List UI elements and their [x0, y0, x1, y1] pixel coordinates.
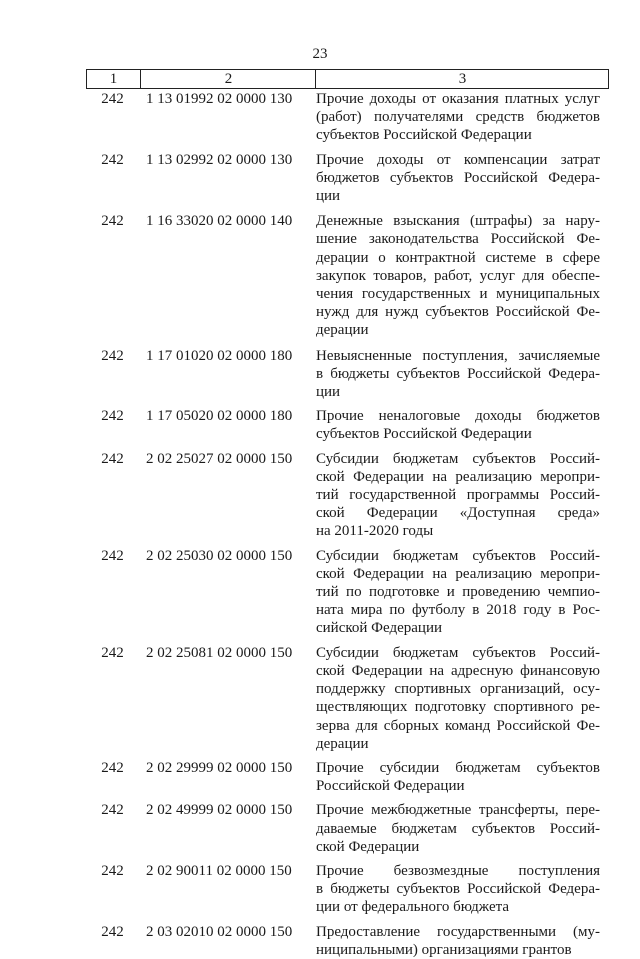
revenue-description — [316, 90, 600, 145]
admin-code: 242 — [101, 408, 124, 425]
description-line: дерации — [316, 735, 369, 752]
admin-code: 242 — [101, 213, 124, 230]
admin-code: 242 — [101, 151, 124, 168]
admin-code: 242 — [101, 347, 124, 364]
description-line: субъектов Российской Федерации — [316, 127, 532, 144]
description-line: в бюджеты субъектов Российской Федера- — [316, 365, 600, 382]
revenue-code: 1 17 05020 02 0000 180 — [146, 408, 293, 425]
description-line: ской Федерации на реализацию меропри- — [316, 565, 600, 582]
admin-code: 242 — [101, 91, 124, 107]
revenue-description — [316, 450, 600, 541]
description-line: Субсидии бюджетам субъектов Россий- — [316, 547, 600, 564]
header-col-1: 1 — [109, 71, 118, 87]
revenue-code: 1 17 01020 02 0000 180 — [146, 347, 293, 364]
description-line: закупок товаров, работ, услуг для обеспе- — [316, 267, 600, 284]
description-line: Российской Федерации — [316, 778, 465, 795]
table-row — [86, 450, 609, 541]
page-number: 23 — [312, 46, 328, 62]
table-row — [86, 547, 609, 638]
description-line: шение законодательства Российской Фе- — [316, 231, 600, 248]
revenue-code: 2 02 25027 02 0000 150 — [146, 450, 293, 467]
description-line: дерации о контрактной системе в сфере — [316, 249, 600, 266]
revenue-code: 2 02 90011 02 0000 150 — [146, 862, 292, 879]
revenue-code: 1 16 33020 02 0000 140 — [146, 213, 293, 230]
description-line: чения государственных и муниципальных — [316, 286, 600, 303]
description-line: зерва для сборных команд Российской Фе- — [316, 717, 600, 734]
description-line: ской Федерации на адресную финансовую — [316, 662, 600, 679]
revenue-code: 1 13 02992 02 0000 130 — [146, 151, 293, 168]
description-line: Прочие неналоговые доходы бюджетов — [316, 408, 600, 425]
description-line: тий государственной программы Россий- — [316, 487, 600, 504]
description-line: дерации — [316, 322, 369, 339]
description-line: ской Федерации на реализацию меропри- — [316, 468, 600, 485]
table-row — [86, 923, 609, 959]
revenue-description — [316, 212, 600, 339]
description-line: субъектов Российской Федерации — [316, 426, 532, 443]
header-col-3: 3 — [315, 70, 609, 88]
revenue-description — [316, 407, 600, 443]
description-line: бюджетов субъектов Российской Федера- — [316, 169, 600, 186]
description-line: Прочие доходы от оказания платных услуг — [316, 91, 600, 107]
admin-code: 242 — [101, 547, 124, 564]
admin-code: 242 — [101, 644, 124, 661]
description-line: Предоставление государственными (му- — [316, 923, 600, 940]
admin-code: 242 — [101, 862, 124, 879]
description-line: Прочие безвозмездные поступления — [316, 862, 600, 879]
description-line: ции — [316, 188, 341, 205]
description-line: ской Федерации «Доступная среда» — [316, 505, 600, 522]
table-header — [86, 69, 609, 89]
description-line: Субсидии бюджетам субъектов Россий- — [316, 644, 600, 661]
description-line: Невыясненные поступления, зачисляемые — [316, 347, 600, 364]
revenue-code: 1 13 01992 02 0000 130 — [146, 91, 293, 107]
description-line: ской Федерации — [316, 838, 420, 855]
description-line: ната мира по футболу в 2018 году в Рос- — [316, 602, 600, 619]
table-row — [86, 759, 609, 795]
table-row — [86, 212, 609, 339]
description-line: в бюджеты субъектов Российской Федера- — [316, 881, 600, 898]
description-line: Субсидии бюджетам субъектов Россий- — [316, 450, 600, 467]
table-body — [86, 90, 609, 959]
revenue-description — [316, 151, 600, 206]
header-col-2: 2 — [140, 70, 316, 88]
revenue-description — [316, 923, 600, 959]
revenue-code: 2 02 25030 02 0000 150 — [146, 547, 293, 564]
table-row — [86, 801, 609, 856]
revenue-code: 2 02 29999 02 0000 150 — [146, 759, 293, 776]
admin-code: 242 — [101, 450, 124, 467]
table-row — [86, 407, 609, 443]
revenue-description — [316, 759, 600, 795]
table-row — [86, 151, 609, 206]
revenue-code: 2 02 49999 02 0000 150 — [146, 802, 293, 819]
revenue-description — [316, 547, 600, 638]
description-line: Прочие субсидии бюджетам субъектов — [316, 759, 600, 776]
description-line: сийской Федерации — [316, 620, 443, 637]
description-line: (работ) получателями средств бюджетов — [316, 109, 600, 126]
description-line: Прочие доходы от компенсации затрат — [316, 151, 600, 168]
admin-code: 242 — [101, 759, 124, 776]
description-line: Денежные взыскания (штрафы) за нару- — [316, 213, 600, 230]
table-row — [86, 347, 609, 402]
description-line: ции — [316, 384, 341, 401]
description-line: поддержку спортивных организаций, осу- — [316, 681, 600, 698]
description-line: ниципальными) организациями грантов — [316, 941, 572, 958]
revenue-description — [316, 644, 600, 753]
description-line: ществляющих подготовку спортивного ре- — [316, 699, 600, 716]
revenue-description — [316, 347, 600, 402]
description-line: Прочие межбюджетные трансферты, пере- — [316, 802, 600, 819]
description-line: на 2011-2020 годы — [316, 523, 434, 540]
description-line: тий по подготовке и проведению чемпио- — [316, 584, 600, 601]
description-line: даваемые бюджетам субъектов Россий- — [316, 820, 600, 837]
table-row — [86, 644, 609, 753]
admin-code: 242 — [101, 923, 124, 940]
description-line: ции от федерального бюджета — [316, 899, 510, 916]
admin-code: 242 — [101, 802, 124, 819]
revenue-code: 2 03 02010 02 0000 150 — [146, 923, 293, 940]
description-line: нужд для нужд субъектов Российской Фе- — [316, 304, 600, 321]
table-row — [86, 862, 609, 917]
revenue-code: 2 02 25081 02 0000 150 — [146, 644, 293, 661]
table-row — [86, 90, 609, 145]
revenue-description — [316, 862, 600, 917]
revenue-description — [316, 801, 600, 856]
